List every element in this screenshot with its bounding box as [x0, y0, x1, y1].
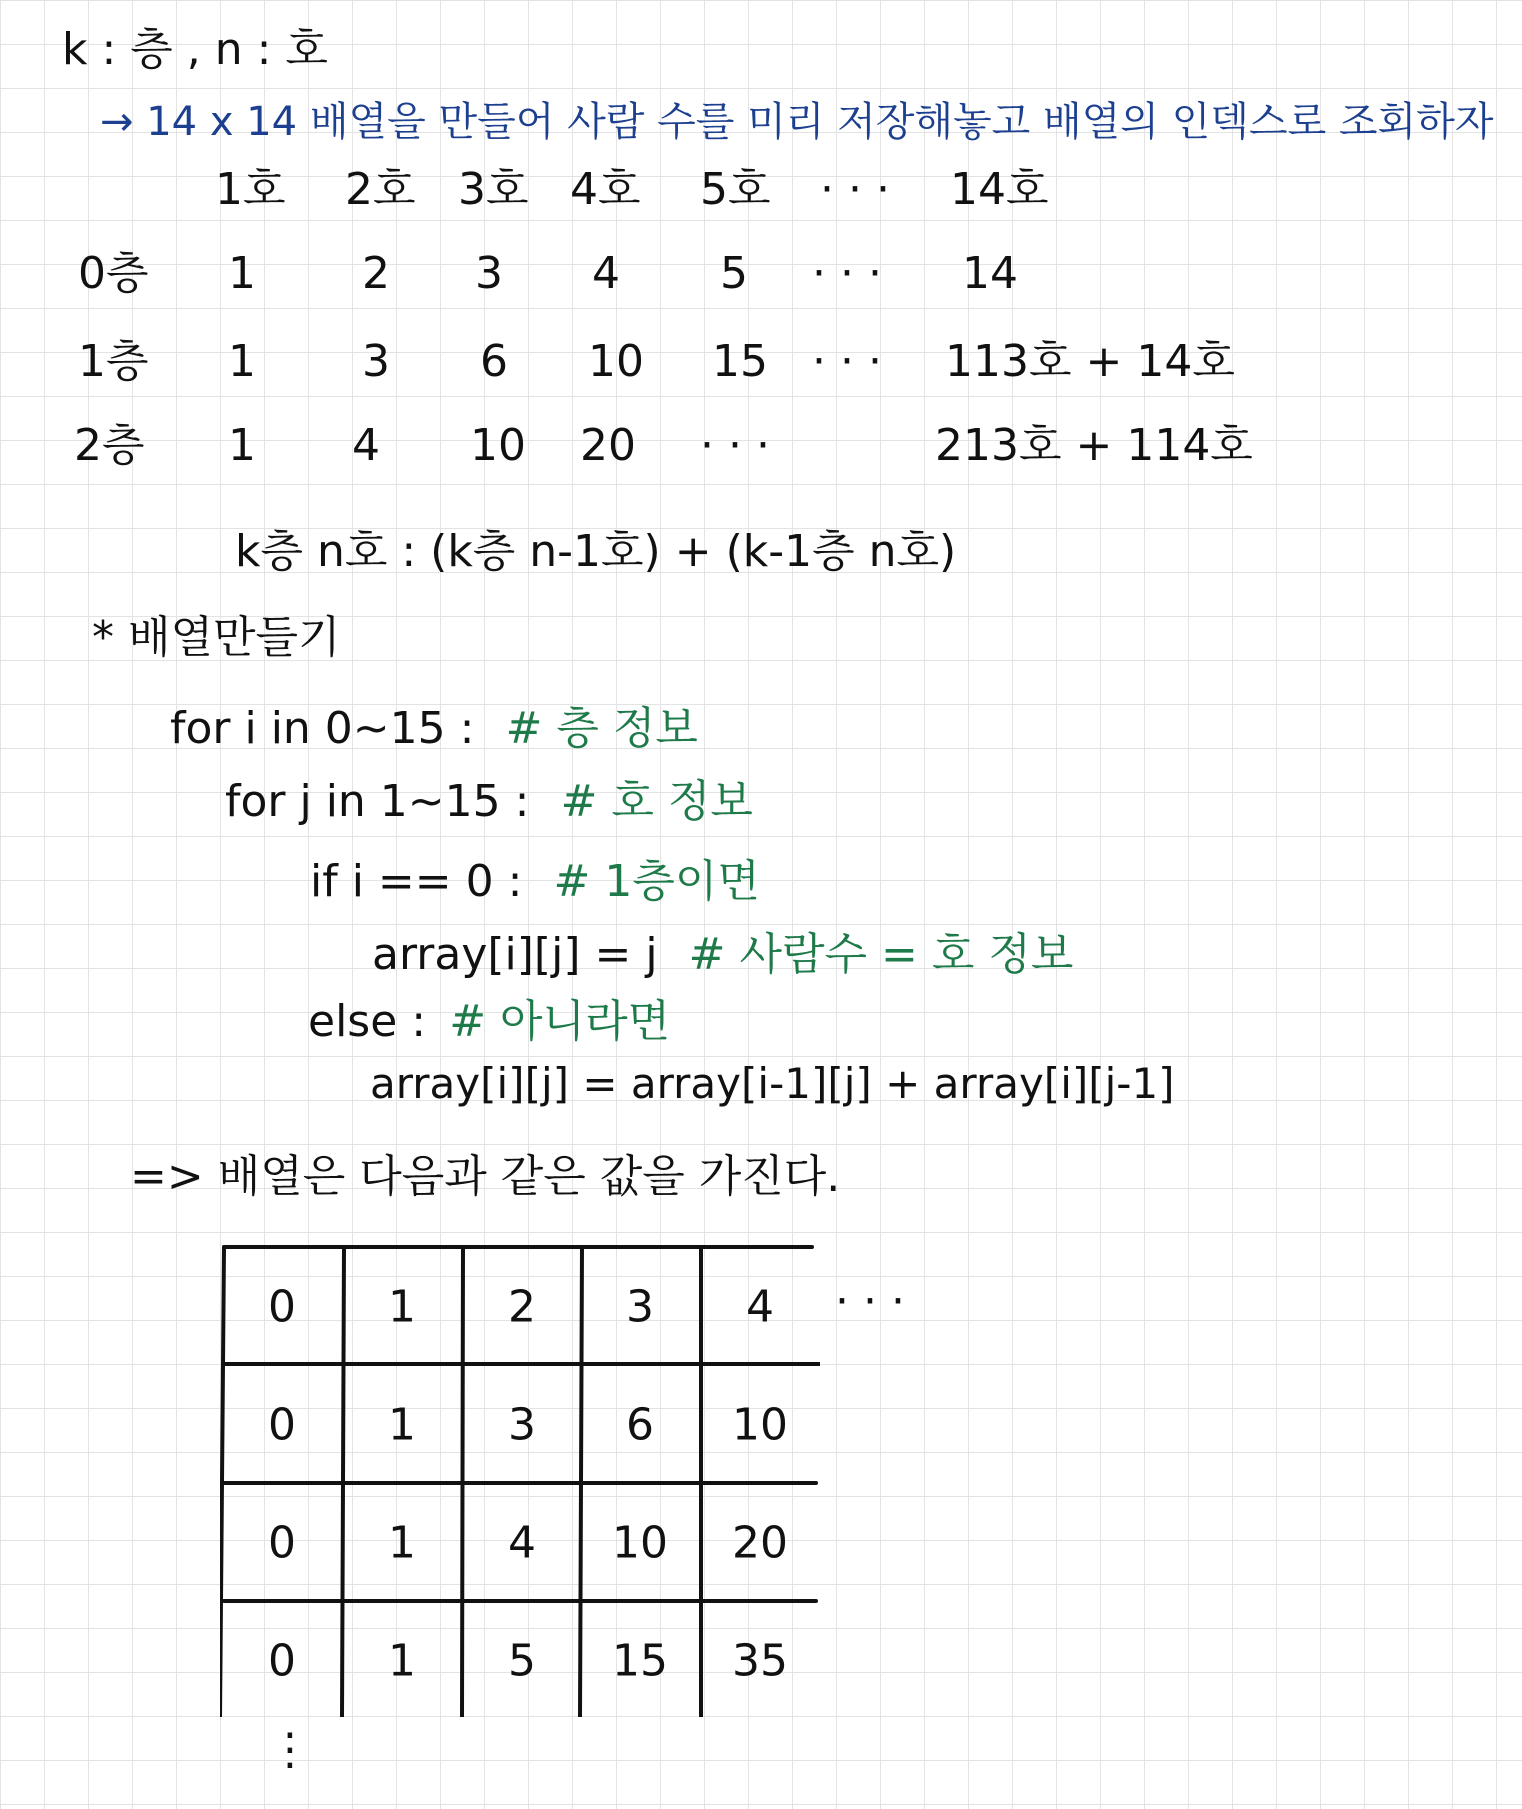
code-title: * 배열만들기 — [92, 612, 341, 663]
code-text: array[i][j] = j — [372, 929, 658, 980]
array-cell: 6 — [626, 1399, 654, 1451]
definition-line: k : 층 , n : 호 — [62, 24, 328, 75]
example-cell: · · · — [812, 248, 882, 299]
example-cell: 15 — [712, 336, 768, 387]
code-text: for j in 1~15 : — [225, 776, 530, 827]
example-cell: 20 — [580, 420, 636, 471]
example-cell: 213호 + 114호 — [935, 420, 1253, 471]
code-comment: # 아니라면 — [449, 996, 671, 1047]
example-cell: 1 — [228, 420, 256, 471]
code-comment: # 층 정보 — [505, 703, 698, 754]
array-cell: 0 — [268, 1517, 296, 1569]
array-cell: 0 — [268, 1399, 296, 1451]
array-cell: 4 — [508, 1517, 536, 1569]
example-cell: 3 — [362, 336, 390, 387]
array-cell: 0 — [268, 1635, 296, 1687]
example-cell: 1 — [228, 248, 256, 299]
array-cell: 1 — [388, 1399, 416, 1451]
example-cell: 5 — [720, 248, 748, 299]
code-line — [170, 692, 698, 756]
array-cell: 2 — [508, 1281, 536, 1333]
code-text: for i in 0~15 : — [170, 703, 475, 754]
idea-line: → 14 x 14 배열을 만들어 사람 수를 미리 저장해놓고 배열의 인덱스로 조회하자 — [100, 99, 1494, 145]
example-cell: · · · — [700, 420, 770, 471]
array-cell: 20 — [732, 1517, 788, 1569]
header-cell: · · · — [820, 164, 890, 215]
example-cell: 10 — [588, 336, 644, 387]
array-grid — [220, 1243, 820, 1717]
floor-label: 0층 — [78, 248, 149, 299]
example-cell: 1 — [228, 336, 256, 387]
code-line — [372, 918, 1073, 982]
array-cell: 1 — [388, 1517, 416, 1569]
header-cell: 4호 — [570, 164, 641, 215]
code-line — [308, 985, 670, 1049]
array-cell: 5 — [508, 1635, 536, 1687]
grid-line — [342, 1247, 344, 1717]
grid-line — [220, 1247, 224, 1717]
header-cell: 5호 — [700, 164, 771, 215]
header-cell: 3호 — [458, 164, 529, 215]
row-continuation: ⋮ — [268, 1724, 312, 1775]
code-comment: # 호 정보 — [560, 776, 753, 827]
array-cell: 35 — [732, 1635, 788, 1687]
example-cell: 10 — [470, 420, 526, 471]
array-cell: 10 — [612, 1517, 668, 1569]
code-comment: # 사람수 = 호 정보 — [688, 929, 1074, 980]
code-line — [225, 765, 753, 829]
code-text: if i == 0 : — [310, 856, 523, 907]
example-cell: 3 — [475, 248, 503, 299]
header-cell: 14호 — [950, 164, 1049, 215]
code-comment: # 1층이면 — [553, 856, 760, 907]
array-cell: 10 — [732, 1399, 788, 1451]
floor-label: 1층 — [78, 336, 149, 387]
code-line — [310, 845, 760, 909]
grid-line — [580, 1247, 582, 1717]
example-cell: 4 — [352, 420, 380, 471]
example-cell: · · · — [812, 336, 882, 387]
example-cell: 113호 + 14호 — [945, 336, 1235, 387]
array-cell: 1 — [388, 1281, 416, 1333]
example-cell: 14 — [962, 248, 1018, 299]
floor-label: 2층 — [74, 420, 145, 471]
array-cell: 3 — [508, 1399, 536, 1451]
header-cell: 2호 — [345, 164, 416, 215]
code-text: array[i][j] = array[i-1][j] + array[i][j-1] — [370, 1059, 1175, 1108]
array-cell: 4 — [746, 1281, 774, 1333]
column-continuation: · · · — [835, 1276, 905, 1327]
example-cell: 2 — [362, 248, 390, 299]
code-text: else : — [308, 996, 427, 1047]
result-note: => 배열은 다음과 같은 값을 가진다. — [130, 1151, 841, 1202]
array-cell: 1 — [388, 1635, 416, 1687]
array-cell: 0 — [268, 1281, 296, 1333]
array-cell: 3 — [626, 1281, 654, 1333]
example-cell: 6 — [480, 336, 508, 387]
example-cell: 4 — [592, 248, 620, 299]
recurrence-formula: k층 n호 : (k층 n-1호) + (k-1층 n호) — [235, 526, 957, 577]
grid-line — [462, 1247, 463, 1717]
header-cell: 1호 — [215, 164, 286, 215]
array-cell: 15 — [612, 1635, 668, 1687]
code-line — [370, 1058, 1175, 1109]
